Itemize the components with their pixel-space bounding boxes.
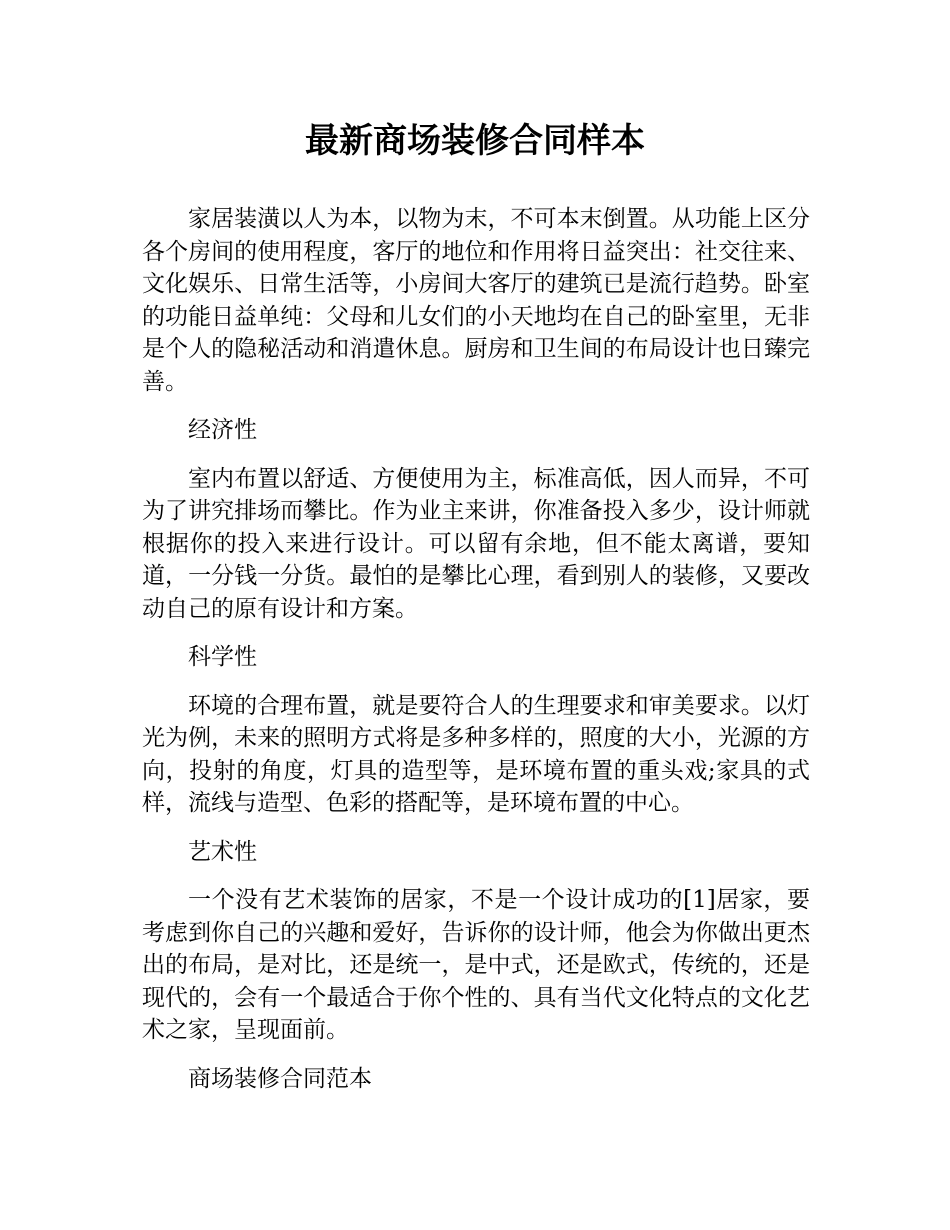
economy-paragraph: 室内布置以舒适、方便使用为主，标准高低，因人而异，不可为了讲究排场而攀比。作为业主来讲，你准备投入多少，设计师就根据你的投入来进行设计。可以留有余地，但不能太离谱，要知道，一分钱一分货。最怕的是攀比心理，看到别人的装修，又要改动自己的原有设计和方案。 (142, 465, 810, 622)
science-paragraph: 环境的合理布置，就是要符合人的生理要求和审美要求。以灯光为例，未来的照明方式将是多种多样的，照度的大小，光源的方向，投射的角度，灯具的造型等，是环境布置的重头戏;家具的式样，流线与造型、色彩的搭配等，是环境布置的中心。 (142, 692, 810, 816)
section-heading-art: 艺术性 (188, 838, 257, 865)
section-heading-contract-template: 商场装修合同范本 (188, 1065, 372, 1092)
intro-paragraph: 家居装潢以人为本，以物为末，不可本末倒置。从功能上区分各个房间的使用程度，客厅的地位和作用将日益突出：社交往来、文化娱乐、日常生活等，小房间大客厅的建筑已是流行趋势。卧室的功能日益单纯：父母和儿女们的小天地均在自己的卧室里，无非是个人的隐秘活动和消遣休息。厨房和卫生间的布局设计也日臻完善。 (142, 206, 810, 395)
document-title: 最新商场装修合同样本 (305, 121, 645, 161)
section-heading-economy: 经济性 (188, 417, 257, 443)
document-body (142, 203, 810, 1111)
art-paragraph: 一个没有艺术装饰的居家，不是一个设计成功的[1]居家，要考虑到你自己的兴趣和爱好，告诉你的设计师，他会为你做出更杰出的布局，是对比，还是统一，是中式，还是欧式，传统的，还是现代的，会有一个最适合于你个性的、具有当代文化特点的文化艺术之家，呈现面前。 (142, 887, 810, 1043)
section-heading-science: 科学性 (188, 644, 257, 670)
